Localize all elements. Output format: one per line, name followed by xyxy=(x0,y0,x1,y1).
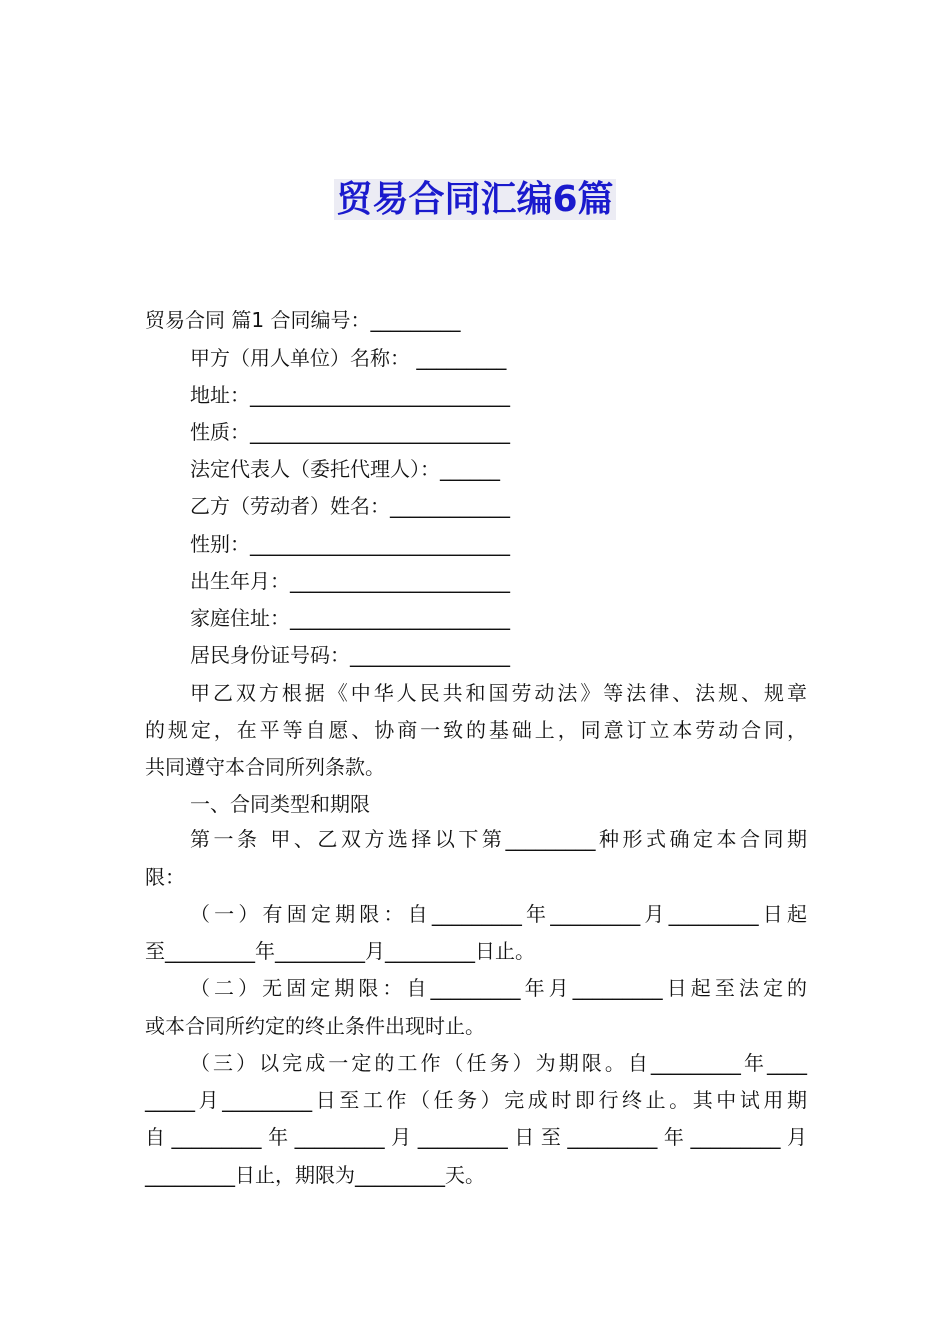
document-title xyxy=(0,172,950,228)
nature-line: 性质：__________________________ xyxy=(190,420,510,444)
clause-line: 或本合同所约定的终止条件出现时止。 xyxy=(145,1014,485,1038)
clause-line: （三）以完成一定的工作（任务）为期限。自_________年____ xyxy=(190,1051,807,1075)
party-b-name-line: 乙方（劳动者）姓名：____________ xyxy=(190,494,510,518)
paragraph-line: 甲乙双方根据《中华人民共和国劳动法》等法律、法规、规章 xyxy=(190,681,807,705)
article-line: 第一条 甲、乙双方选择以下第_________种形式确定本合同期 xyxy=(190,827,807,851)
id-number-line: 居民身份证号码：________________ xyxy=(190,643,510,667)
gender-line: 性别：__________________________ xyxy=(190,532,510,556)
party-a-name-line: 甲方（用人单位）名称： _________ xyxy=(190,346,507,370)
paragraph-line: 共同遵守本合同所列条款。 xyxy=(145,755,385,779)
address-line: 地址：__________________________ xyxy=(190,383,510,407)
birth-date-line: 出生年月：______________________ xyxy=(190,569,510,593)
home-address-line: 家庭住址：______________________ xyxy=(190,606,510,630)
paragraph-line: 的规定，在平等自愿、协商一致的基础上，同意订立本劳动合同， xyxy=(145,718,807,742)
clause-line: 自_________年_________月_________日至_________年_________月 xyxy=(145,1125,807,1149)
contract-heading-line: 贸易合同 篇1 合同编号：_________ xyxy=(145,308,461,332)
clause-line: （二）无固定期限：自_________年月_________日起至法定的 xyxy=(190,976,807,1000)
clause-line: 至_________年_________月_________日止。 xyxy=(145,939,535,963)
legal-representative-line: 法定代表人（委托代理人）：______ xyxy=(190,457,500,481)
clause-line: （一）有固定期限：自_________年_________月_________日起 xyxy=(190,902,807,926)
clause-line: _____月_________日至工作（任务）完成时即行终止。其中试用期 xyxy=(145,1088,807,1112)
title-text: 贸易合同汇编6篇 xyxy=(336,179,614,220)
article-line: 限： xyxy=(145,865,185,889)
clause-line: _________日止，期限为_________天。 xyxy=(145,1163,485,1187)
section-heading: 一、合同类型和期限 xyxy=(190,792,370,816)
